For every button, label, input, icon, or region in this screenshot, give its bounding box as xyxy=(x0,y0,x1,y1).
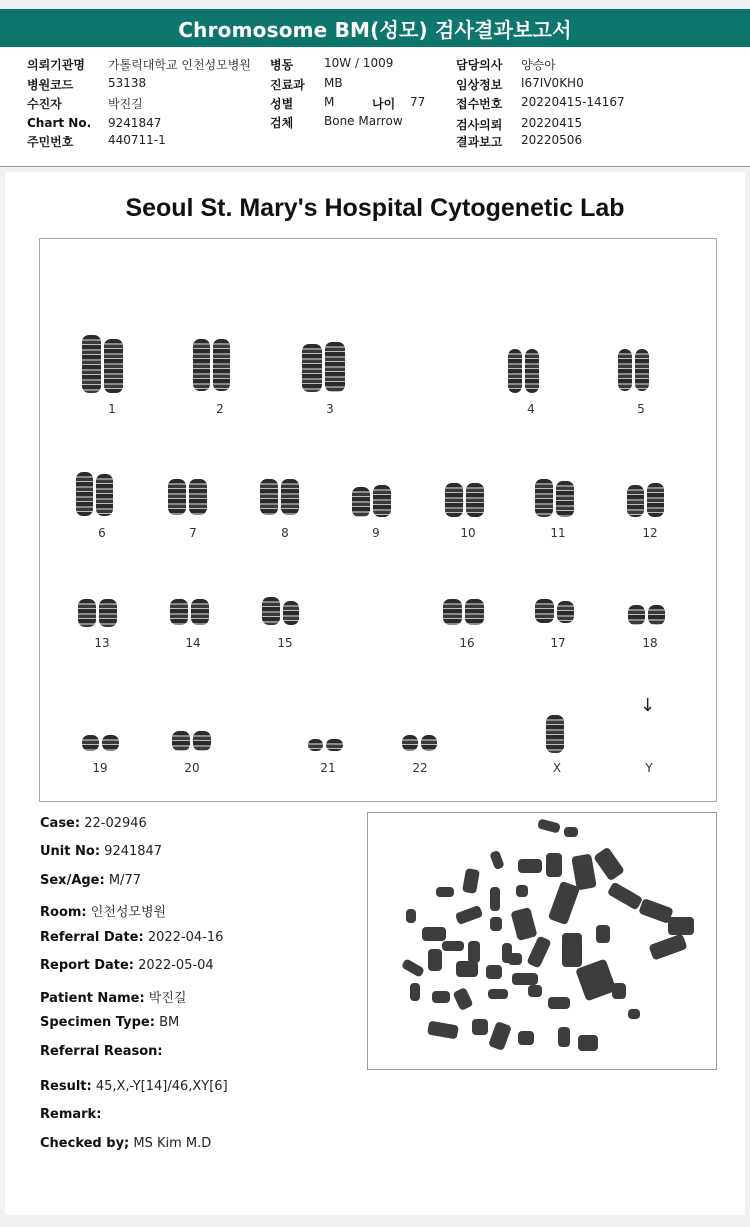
chromosome-pair-8 xyxy=(260,479,299,515)
chromosome-label: 20 xyxy=(184,761,200,775)
chromosome-pair-21 xyxy=(308,739,343,751)
label-attending-physician: 담당의사 xyxy=(456,58,503,72)
chromosome-pair-10 xyxy=(445,483,484,517)
chromosome-label: 13 xyxy=(94,636,110,650)
label-accession-number: 접수번호 xyxy=(456,97,503,111)
chromosome-label: 3 xyxy=(326,402,334,416)
karyogram xyxy=(39,238,717,802)
chromosome-label: 7 xyxy=(189,526,197,540)
label-department: 진료과 xyxy=(270,78,305,92)
chromosome-pair-20 xyxy=(172,731,211,751)
chromosome-label: 4 xyxy=(527,402,535,416)
chromosome-pair-16 xyxy=(443,599,484,625)
value-clinical-info: I67IV0KH0 xyxy=(521,76,584,90)
lab-title: Seoul St. Mary's Hospital Cytogenetic Lab xyxy=(125,194,625,222)
metaphase-image xyxy=(367,812,717,1070)
label-result-reported: 결과보고 xyxy=(456,135,503,149)
label-chart-no: Chart No. xyxy=(27,116,92,130)
chromosome-pair-14 xyxy=(170,599,209,625)
chromosome-pair-11 xyxy=(535,479,574,517)
field-unit-no: Unit No: 9241847 xyxy=(40,844,163,859)
chromosome-label: 11 xyxy=(550,526,566,540)
value-accession-number: 20220415-14167 xyxy=(521,95,625,109)
chromosome-pair-2 xyxy=(193,339,230,391)
chromosome-label: 10 xyxy=(460,526,476,540)
chromosome-label: 9 xyxy=(372,526,380,540)
label-clinical-info: 임상정보 xyxy=(456,78,503,92)
chromosome-pair-18 xyxy=(628,605,665,625)
chromosome-label: 21 xyxy=(320,761,336,775)
value-specimen: Bone Marrow xyxy=(324,114,403,128)
field-result: Result: 45,X,-Y[14]/46,XY[6] xyxy=(40,1079,228,1094)
chromosome-label: X xyxy=(552,761,562,775)
chromosome-pair-12 xyxy=(627,483,664,517)
value-hospital-code: 53138 xyxy=(108,76,147,90)
field-room: Room: 인천성모병원 xyxy=(40,905,167,920)
value-result-reported: 20220506 xyxy=(521,133,583,147)
value-age: 77 xyxy=(410,95,426,109)
chromosome-pair-4 xyxy=(508,349,539,393)
chromosome-pair-5 xyxy=(618,349,649,391)
chromosome-label: 5 xyxy=(637,402,645,416)
chromosome-pair-22 xyxy=(402,735,437,751)
chromosome-label: 18 xyxy=(642,636,658,650)
chromosome-label: 22 xyxy=(412,761,428,775)
chromosome-x xyxy=(546,715,564,753)
label-specimen: 검체 xyxy=(270,116,294,130)
field-remark: Remark: xyxy=(40,1107,102,1122)
label-ward: 병동 xyxy=(270,58,294,72)
label-sex: 성별 xyxy=(270,97,294,111)
value-chart-no: 9241847 xyxy=(108,116,162,130)
value-patient: 박진길 xyxy=(108,97,143,111)
chromosome-pair-13 xyxy=(78,599,117,627)
label-hospital-code: 병원코드 xyxy=(27,78,74,92)
chromosome-pair-9 xyxy=(352,485,391,517)
chromosome-label: 2 xyxy=(216,402,224,416)
value-sex: M xyxy=(324,95,335,109)
chromosome-label: 12 xyxy=(642,526,658,540)
label-resident-number: 주민번호 xyxy=(27,135,74,149)
value-requesting-institution: 가톨릭대학교 인천성모병원 xyxy=(108,58,251,72)
chromosome-pair-17 xyxy=(535,599,574,623)
label-age: 나이 xyxy=(372,97,396,111)
field-report-date: Report Date: 2022-05-04 xyxy=(40,958,214,973)
field-case: Case: 22-02946 xyxy=(40,816,147,831)
chromosome-label: Y xyxy=(645,761,653,775)
chromosome-pair-6 xyxy=(76,472,113,516)
field-referral-reason: Referral Reason: xyxy=(40,1044,163,1059)
chromosome-label: 14 xyxy=(185,636,201,650)
value-department: MB xyxy=(324,76,343,90)
chromosome-label: 16 xyxy=(459,636,475,650)
chromosome-label: 15 xyxy=(277,636,293,650)
chromosome-pair-3 xyxy=(302,342,345,392)
label-requesting-institution: 의뢰기관명 xyxy=(27,58,85,72)
field-checked-by: Checked by; MS Kim M.D xyxy=(40,1136,212,1151)
chromosome-pair-15 xyxy=(262,597,299,625)
cytogenetic-report xyxy=(5,172,745,1215)
field-sex-age: Sex/Age: M/77 xyxy=(40,873,141,888)
label-patient: 수진자 xyxy=(27,97,62,111)
chromosome-label: 8 xyxy=(281,526,289,540)
chromosome-label: 1 xyxy=(108,402,116,416)
value-resident-number: 440711-1 xyxy=(108,133,166,147)
field-patient-name: Patient Name: 박진길 xyxy=(40,991,187,1006)
field-referral-date: Referral Date: 2022-04-16 xyxy=(40,930,224,945)
chromosome-pair-19 xyxy=(82,735,119,751)
chromosome-pair-7 xyxy=(168,479,207,515)
chromosome-pair-1 xyxy=(82,335,123,393)
chromosome-label: 6 xyxy=(98,526,106,540)
missing-y-arrow-icon: ↓ xyxy=(640,695,656,716)
label-test-requested: 검사의뢰 xyxy=(456,118,503,132)
patient-info-panel xyxy=(0,48,750,167)
value-ward: 10W / 1009 xyxy=(324,56,394,70)
chromosome-label: 17 xyxy=(550,636,566,650)
report-banner xyxy=(0,9,750,47)
value-test-requested: 20220415 xyxy=(521,116,583,130)
field-specimen-type: Specimen Type: BM xyxy=(40,1015,180,1030)
chromosome-label: 19 xyxy=(92,761,108,775)
value-attending-physician: 양승아 xyxy=(521,58,556,72)
report-title: Chromosome BM(성모) 검사결과보고서 xyxy=(178,17,572,42)
